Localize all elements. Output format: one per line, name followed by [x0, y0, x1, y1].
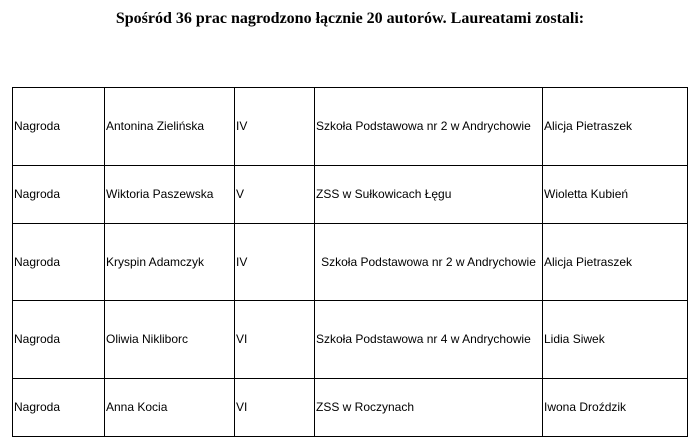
teacher-cell: Wioletta Kubień [543, 166, 688, 224]
page-heading: Spośród 36 prac nagrodzono łącznie 20 autorów. Laureatami zostali: [115, 10, 585, 27]
student-name-cell: Antonina Zielińska [105, 88, 235, 166]
teacher-cell: Lidia Siwek [543, 301, 688, 379]
table-row [13, 379, 688, 437]
table-row [13, 301, 688, 379]
student-name-cell: Kryspin Adamczyk [105, 224, 235, 301]
teacher-cell: Alicja Pietraszek [543, 224, 688, 301]
table-row [13, 166, 688, 224]
teacher-cell: Iwona Droździk [543, 379, 688, 437]
grade-cell: V [235, 166, 315, 224]
award-cell: Nagroda [13, 379, 105, 437]
school-cell: Szkoła Podstawowa nr 2 w Andrychowie [315, 88, 543, 166]
grade-cell: VI [235, 301, 315, 379]
award-cell: Nagroda [13, 166, 105, 224]
table-row [13, 88, 688, 166]
award-cell: Nagroda [13, 301, 105, 379]
grade-cell: VI [235, 379, 315, 437]
grade-cell: IV [235, 224, 315, 301]
school-cell: Szkoła Podstawowa nr 4 w Andrychowie [315, 301, 543, 379]
teacher-cell: Alicja Pietraszek [543, 88, 688, 166]
award-cell: Nagroda [13, 224, 105, 301]
student-name-cell: Oliwia Nikliborc [105, 301, 235, 379]
award-cell: Nagroda [13, 88, 105, 166]
laureates-table [12, 87, 688, 437]
student-name-cell: Anna Kocia [105, 379, 235, 437]
table-row [13, 224, 688, 301]
school-cell: Szkoła Podstawowa nr 2 w Andrychowie [315, 224, 543, 301]
student-name-cell: Wiktoria Paszewska [105, 166, 235, 224]
school-cell: ZSS w Roczynach [315, 379, 543, 437]
school-cell: ZSS w Sułkowicach Łęgu [315, 166, 543, 224]
grade-cell: IV [235, 88, 315, 166]
